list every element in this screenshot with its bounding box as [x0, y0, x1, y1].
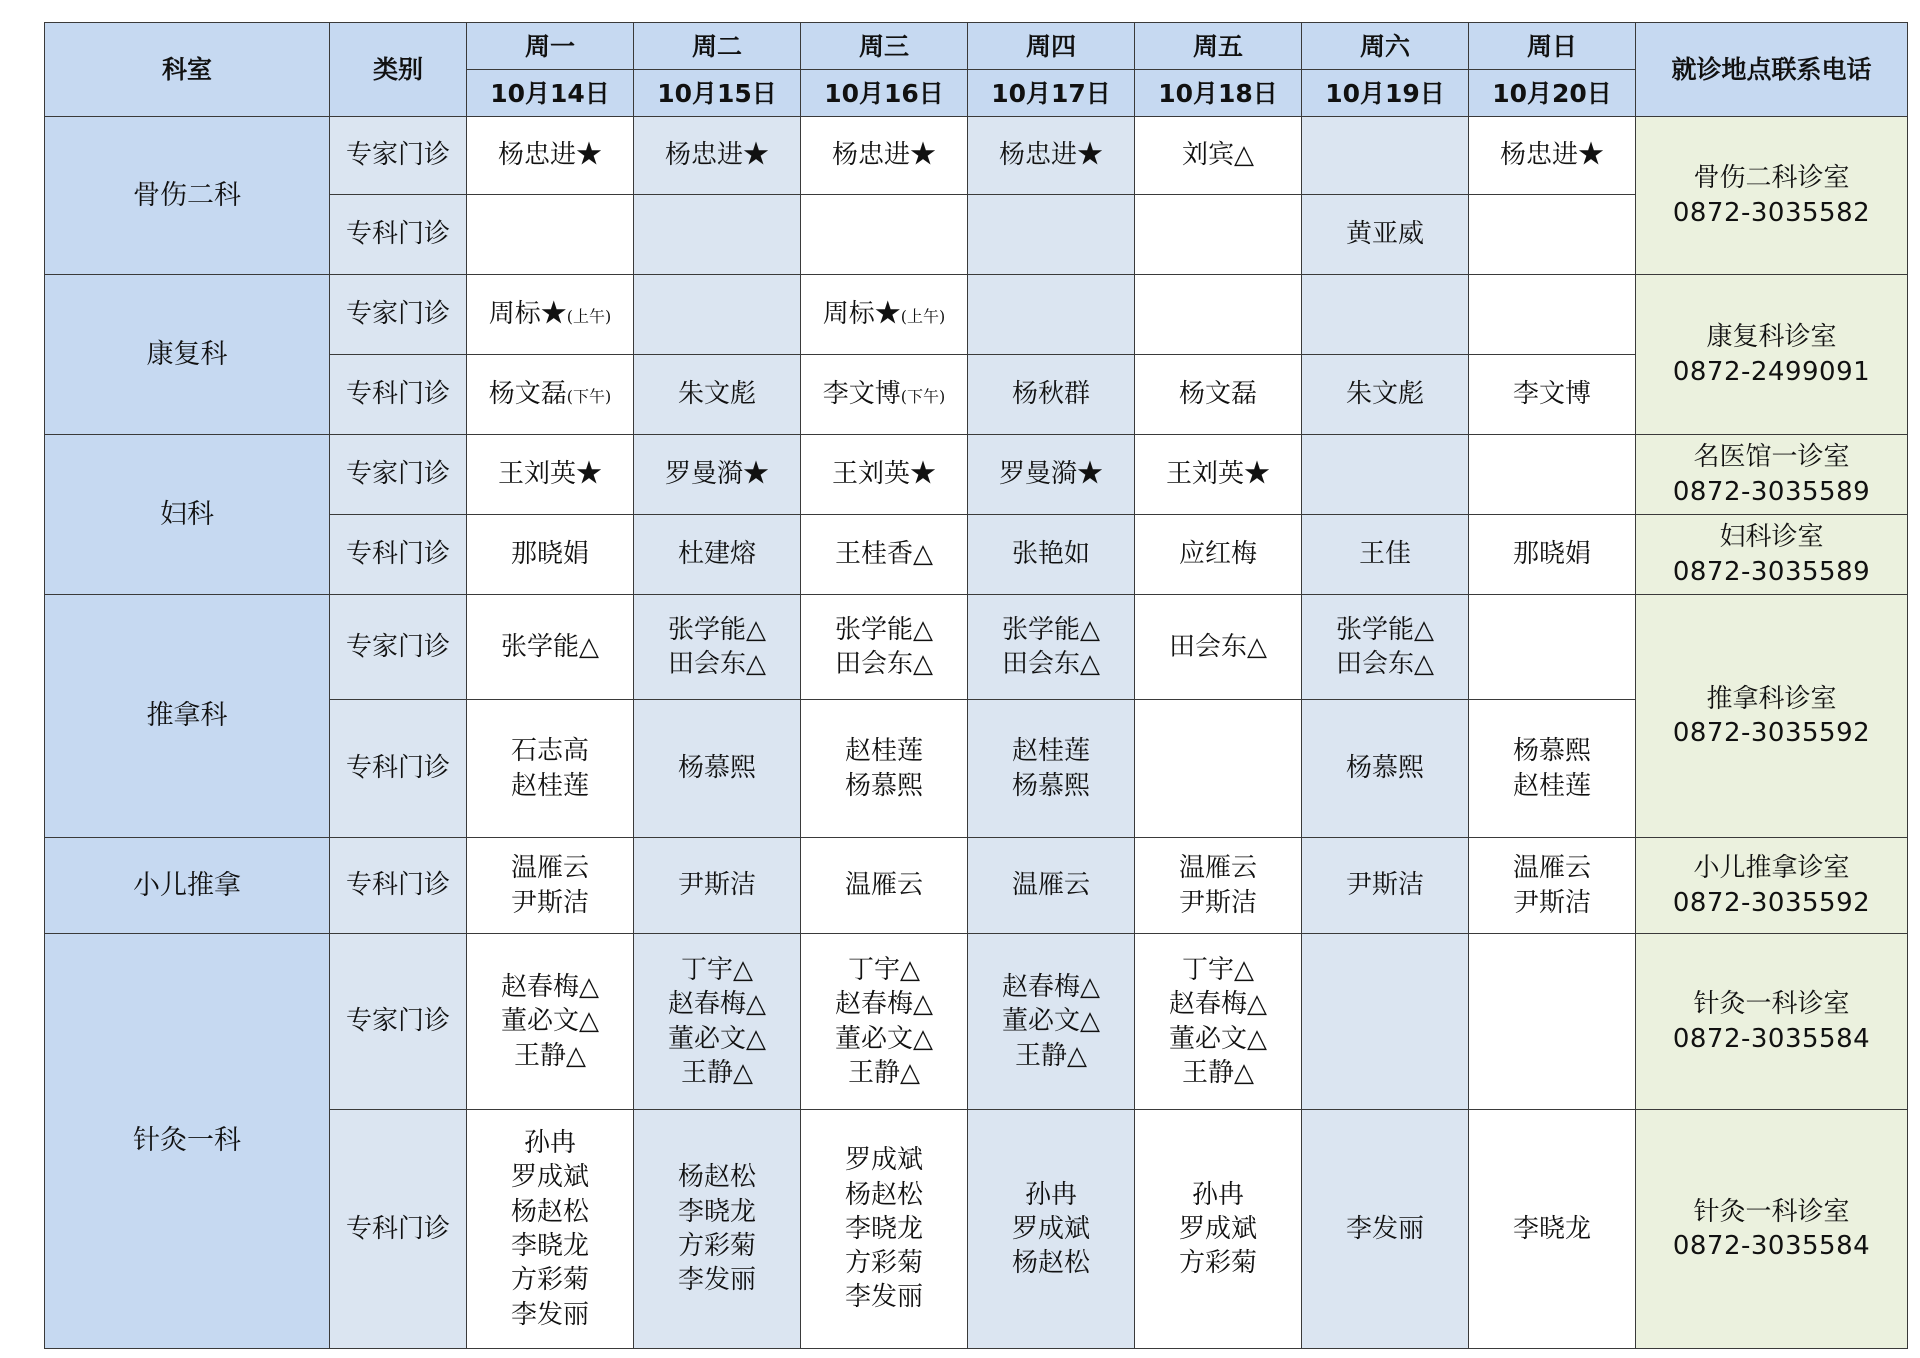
doctor-name: 张学能△	[1002, 614, 1100, 645]
session-note: (下午)	[566, 387, 612, 407]
doctor-name: 杨文磊	[488, 379, 567, 410]
doctor-cell	[1135, 117, 1302, 195]
doctor-name: 方彩菊	[677, 1231, 756, 1261]
doctor-name: 罗成斌	[510, 1162, 589, 1193]
doctor-name: 丁宇△	[1182, 954, 1254, 985]
contact-phone: 0872-3035584	[1672, 1231, 1871, 1261]
doctor-name: 杨忠进★	[998, 140, 1103, 171]
doctor-name: 杜建熔	[677, 539, 756, 570]
session-note: (下午)	[900, 387, 946, 407]
doctor-name: 杨赵松	[510, 1196, 589, 1227]
doctor-name: 张学能△	[835, 614, 933, 645]
doctor-name: 李文博	[1512, 379, 1591, 410]
doctor-name: 董必文△	[1169, 1023, 1267, 1054]
doctor-cell	[1302, 117, 1469, 195]
doctor-name: 周标★	[822, 299, 901, 330]
doctor-cell	[801, 1110, 968, 1349]
doctor-cell	[467, 595, 634, 700]
department-name: 骨伤二科	[45, 117, 330, 275]
contact-phone: 0872-3035584	[1672, 1023, 1871, 1054]
doctor-cell	[801, 355, 968, 435]
doctor-cell	[968, 595, 1135, 700]
contact-phone: 0872-3035592	[1672, 718, 1871, 748]
clinic-category: 专科门诊	[330, 838, 467, 934]
doctor-name: 赵春梅△	[1169, 989, 1267, 1020]
header-category: 类别	[330, 23, 467, 117]
doctor-name: 丁宇△	[681, 954, 753, 985]
doctor-name: 李晓龙	[1512, 1213, 1591, 1244]
contact-phone: 0872-3035592	[1672, 887, 1871, 918]
doctor-name: 王静△	[514, 1040, 586, 1071]
department-name: 针灸一科	[45, 934, 330, 1349]
doctor-cell	[467, 355, 634, 435]
doctor-name: 王静△	[681, 1057, 753, 1088]
contact-cell	[1636, 117, 1908, 275]
schedule-row	[45, 275, 1908, 355]
doctor-cell	[801, 195, 968, 275]
doctor-cell	[1135, 195, 1302, 275]
doctor-name: 王静△	[848, 1057, 920, 1088]
doctor-name: 赵桂莲	[510, 770, 589, 801]
header-weekday: 周四	[968, 23, 1135, 70]
doctor-cell	[634, 1110, 801, 1349]
doctor-name: 赵春梅△	[501, 972, 599, 1003]
header-date: 10月16日	[801, 70, 968, 117]
doctor-cell	[1302, 195, 1469, 275]
doctor-name: 那晓娟	[1512, 539, 1591, 570]
doctor-name: 田会东△	[1336, 649, 1434, 679]
doctor-name: 黄亚威	[1345, 219, 1424, 250]
department-name: 推拿科	[45, 595, 330, 838]
contact-place: 名医馆一诊室	[1693, 442, 1850, 473]
doctor-name: 温雁云	[1011, 870, 1090, 901]
doctor-cell	[1302, 355, 1469, 435]
doctor-name: 李晓龙	[510, 1231, 589, 1261]
schedule-row	[45, 117, 1908, 195]
doctor-name: 杨慕熙	[1011, 770, 1090, 801]
doctor-name: 尹斯洁	[677, 870, 756, 901]
schedule-header	[45, 23, 1908, 117]
clinic-category: 专家门诊	[330, 275, 467, 355]
doctor-cell	[1469, 838, 1636, 934]
schedule-body	[45, 117, 1908, 1349]
doctor-name: 温雁云	[1178, 853, 1257, 884]
doctor-name: 王佳	[1358, 539, 1411, 570]
doctor-name: 孙冉	[1191, 1179, 1244, 1210]
doctor-cell	[1302, 934, 1469, 1110]
department-name: 康复科	[45, 275, 330, 435]
doctor-cell	[1135, 934, 1302, 1110]
doctor-name: 罗成斌	[1178, 1213, 1257, 1244]
doctor-name: 朱文彪	[1345, 379, 1424, 410]
doctor-name: 温雁云	[844, 870, 923, 901]
doctor-name: 罗曼漪★	[664, 459, 769, 490]
doctor-name: 田会东△	[1002, 649, 1100, 679]
session-note: (上午)	[566, 307, 612, 327]
doctor-cell	[801, 838, 968, 934]
doctor-cell	[1469, 515, 1636, 595]
contact-phone: 0872-3035589	[1672, 556, 1871, 587]
contact-cell	[1636, 435, 1908, 515]
session-note: (上午)	[900, 307, 946, 327]
clinic-category: 专家门诊	[330, 117, 467, 195]
schedule-row	[45, 838, 1908, 934]
doctor-cell	[1135, 515, 1302, 595]
doctor-cell	[1469, 435, 1636, 515]
doctor-cell	[1469, 275, 1636, 355]
doctor-cell	[634, 195, 801, 275]
doctor-cell	[968, 934, 1135, 1110]
doctor-name: 王刘英★	[1165, 459, 1270, 490]
doctor-cell	[801, 435, 968, 515]
doctor-name: 李发丽	[844, 1282, 923, 1313]
doctor-name: 罗成斌	[1011, 1213, 1090, 1244]
contact-cell	[1636, 934, 1908, 1110]
doctor-name: 杨赵松	[844, 1179, 923, 1210]
header-date: 10月18日	[1135, 70, 1302, 117]
doctor-cell	[1302, 700, 1469, 838]
doctor-cell	[801, 117, 968, 195]
doctor-cell	[1302, 595, 1469, 700]
doctor-cell	[467, 700, 634, 838]
doctor-cell	[1135, 1110, 1302, 1349]
schedule-row	[45, 934, 1908, 1110]
doctor-name: 杨文磊	[1178, 379, 1257, 410]
doctor-name: 丁宇△	[848, 954, 920, 985]
doctor-cell	[968, 275, 1135, 355]
doctor-cell	[467, 117, 634, 195]
department-name: 妇科	[45, 435, 330, 595]
doctor-cell	[634, 355, 801, 435]
doctor-name: 杨忠进★	[831, 140, 936, 171]
contact-cell	[1636, 595, 1908, 838]
doctor-name: 罗曼漪★	[998, 459, 1103, 490]
doctor-name: 方彩菊	[510, 1265, 589, 1296]
doctor-name: 杨慕熙	[844, 770, 923, 801]
doctor-name: 应红梅	[1178, 539, 1257, 570]
doctor-cell	[1302, 275, 1469, 355]
clinic-category: 专家门诊	[330, 934, 467, 1110]
header-date: 10月19日	[1302, 70, 1469, 117]
clinic-category: 专科门诊	[330, 700, 467, 838]
doctor-name: 王刘英★	[497, 459, 602, 490]
doctor-cell	[1469, 195, 1636, 275]
doctor-cell	[1135, 595, 1302, 700]
doctor-name: 田会东△	[668, 649, 766, 679]
doctor-name: 李发丽	[677, 1265, 756, 1296]
doctor-cell	[801, 934, 968, 1110]
doctor-name: 周标★	[488, 299, 567, 330]
header-weekday: 周一	[467, 23, 634, 70]
clinic-category: 专科门诊	[330, 355, 467, 435]
header-contact: 就诊地点联系电话	[1636, 23, 1908, 117]
doctor-name: 张学能△	[1336, 614, 1434, 645]
clinic-category: 专科门诊	[330, 195, 467, 275]
department-name: 小儿推拿	[45, 838, 330, 934]
doctor-name: 杨慕熙	[1345, 753, 1424, 784]
doctor-name: 石志高	[510, 736, 589, 767]
doctor-cell	[634, 515, 801, 595]
schedule-row	[45, 435, 1908, 515]
doctor-cell	[968, 195, 1135, 275]
doctor-name: 尹斯洁	[1345, 870, 1424, 901]
doctor-cell	[634, 595, 801, 700]
doctor-cell	[1469, 700, 1636, 838]
doctor-name: 李发丽	[1345, 1213, 1424, 1244]
schedule-row	[45, 595, 1908, 700]
doctor-name: 赵桂莲	[844, 736, 923, 767]
doctor-cell	[467, 934, 634, 1110]
doctor-name: 杨赵松	[1011, 1248, 1090, 1279]
doctor-name: 尹斯洁	[1512, 887, 1591, 918]
doctor-cell	[467, 195, 634, 275]
doctor-cell	[968, 355, 1135, 435]
doctor-name: 田会东△	[1169, 631, 1267, 662]
doctor-cell	[968, 515, 1135, 595]
contact-cell	[1636, 275, 1908, 435]
doctor-cell	[801, 595, 968, 700]
doctor-cell	[467, 515, 634, 595]
doctor-name: 尹斯洁	[510, 887, 589, 918]
doctor-name: 方彩菊	[1178, 1248, 1257, 1279]
header-weekday: 周二	[634, 23, 801, 70]
doctor-name: 孙冉	[1024, 1179, 1077, 1210]
clinic-category: 专科门诊	[330, 1110, 467, 1349]
header-weekday: 周六	[1302, 23, 1469, 70]
contact-cell	[1636, 515, 1908, 595]
doctor-name: 董必文△	[1002, 1006, 1100, 1037]
contact-cell	[1636, 838, 1908, 934]
doctor-name: 罗成斌	[844, 1145, 923, 1176]
header-date: 10月14日	[467, 70, 634, 117]
doctor-cell	[1135, 275, 1302, 355]
doctor-name: 李晓龙	[844, 1213, 923, 1244]
doctor-cell	[1135, 355, 1302, 435]
header-weekday: 周三	[801, 23, 968, 70]
doctor-cell	[968, 117, 1135, 195]
contact-phone: 0872-3035589	[1672, 476, 1871, 507]
contact-place: 妇科诊室	[1719, 522, 1824, 553]
doctor-name: 杨秋群	[1011, 379, 1090, 410]
header-date: 10月17日	[968, 70, 1135, 117]
doctor-cell	[1469, 117, 1636, 195]
doctor-name: 方彩菊	[844, 1248, 923, 1279]
doctor-name: 赵春梅△	[1002, 972, 1100, 1003]
doctor-cell	[634, 435, 801, 515]
doctor-cell	[1302, 1110, 1469, 1349]
doctor-name: 赵桂莲	[1512, 770, 1591, 801]
doctor-name: 李发丽	[510, 1299, 589, 1330]
doctor-name: 赵桂莲	[1011, 736, 1090, 767]
doctor-cell	[467, 1110, 634, 1349]
doctor-cell	[467, 435, 634, 515]
doctor-name: 杨忠进★	[497, 140, 602, 171]
contact-place: 针灸一科诊室	[1693, 989, 1850, 1020]
doctor-cell	[634, 117, 801, 195]
doctor-cell	[1302, 515, 1469, 595]
doctor-name: 李晓龙	[677, 1196, 756, 1227]
doctor-name: 赵春梅△	[835, 989, 933, 1020]
doctor-name: 李文博	[822, 379, 901, 410]
doctor-cell	[634, 838, 801, 934]
doctor-name: 王桂香△	[835, 539, 933, 570]
doctor-name: 杨赵松	[677, 1162, 756, 1193]
doctor-cell	[1302, 435, 1469, 515]
doctor-cell	[634, 275, 801, 355]
doctor-cell	[1135, 700, 1302, 838]
doctor-name: 张艳如	[1011, 539, 1090, 570]
header-dept: 科室	[45, 23, 330, 117]
doctor-name: 董必文△	[835, 1023, 933, 1054]
doctor-name: 王静△	[1182, 1057, 1254, 1088]
clinic-schedule-table	[44, 22, 1908, 1349]
contact-phone: 0872-2499091	[1672, 356, 1871, 387]
doctor-name: 杨慕熙	[677, 753, 756, 784]
contact-place: 康复科诊室	[1706, 322, 1837, 353]
contact-place: 针灸一科诊室	[1693, 1196, 1850, 1227]
contact-cell	[1636, 1110, 1908, 1349]
doctor-name: 董必文△	[668, 1023, 766, 1054]
contact-phone: 0872-3035582	[1672, 197, 1871, 228]
contact-place: 骨伤二科诊室	[1693, 163, 1850, 194]
contact-place: 小儿推拿诊室	[1693, 853, 1850, 884]
doctor-cell	[1135, 435, 1302, 515]
doctor-name: 温雁云	[510, 853, 589, 884]
doctor-cell	[634, 700, 801, 838]
doctor-name: 杨忠进★	[664, 140, 769, 171]
doctor-name: 朱文彪	[677, 379, 756, 410]
doctor-cell	[801, 275, 968, 355]
doctor-cell	[1469, 934, 1636, 1110]
doctor-name: 赵春梅△	[668, 989, 766, 1020]
doctor-cell	[1469, 595, 1636, 700]
doctor-name: 杨忠进★	[1499, 140, 1604, 171]
doctor-name: 尹斯洁	[1178, 887, 1257, 918]
clinic-category: 专家门诊	[330, 595, 467, 700]
doctor-name: 那晓娟	[510, 539, 589, 570]
clinic-category: 专科门诊	[330, 515, 467, 595]
doctor-cell	[1469, 355, 1636, 435]
doctor-name: 刘宾△	[1182, 140, 1254, 171]
doctor-cell	[634, 934, 801, 1110]
doctor-name: 温雁云	[1512, 853, 1591, 884]
doctor-name: 孙冉	[523, 1128, 576, 1159]
doctor-name: 田会东△	[835, 649, 933, 679]
doctor-cell	[467, 275, 634, 355]
doctor-name: 张学能△	[668, 614, 766, 645]
doctor-cell	[1302, 838, 1469, 934]
doctor-cell	[801, 700, 968, 838]
clinic-category: 专家门诊	[330, 435, 467, 515]
doctor-name: 董必文△	[501, 1006, 599, 1037]
doctor-name: 王静△	[1015, 1040, 1087, 1071]
doctor-cell	[467, 838, 634, 934]
header-weekday: 周五	[1135, 23, 1302, 70]
doctor-name: 王刘英★	[831, 459, 936, 490]
header-weekday: 周日	[1469, 23, 1636, 70]
doctor-cell	[801, 515, 968, 595]
doctor-name: 张学能△	[501, 631, 599, 662]
header-date: 10月20日	[1469, 70, 1636, 117]
header-date: 10月15日	[634, 70, 801, 117]
doctor-cell	[1135, 838, 1302, 934]
doctor-cell	[968, 1110, 1135, 1349]
contact-place: 推拿科诊室	[1706, 683, 1837, 714]
doctor-cell	[968, 700, 1135, 838]
doctor-cell	[1469, 1110, 1636, 1349]
doctor-cell	[968, 838, 1135, 934]
doctor-name: 杨慕熙	[1512, 736, 1591, 767]
doctor-cell	[968, 435, 1135, 515]
